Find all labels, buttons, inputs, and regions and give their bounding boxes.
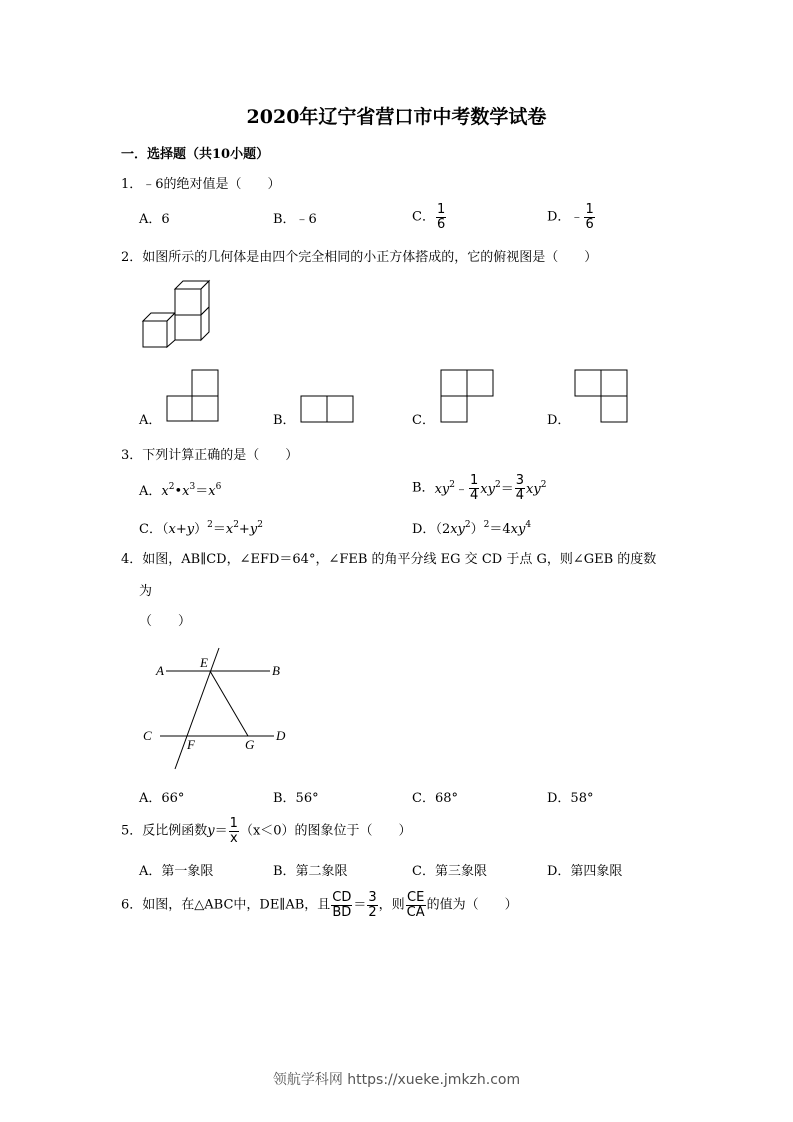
q3-option-a-expr: $x^2•x^3=x^6$ [161,482,222,499]
q4-stem-line3: （ ） [139,614,192,629]
q1-option-d-fraction [584,203,594,231]
q5-equals: ＝ [214,823,228,839]
label-e: E [200,655,208,670]
q6-f3-num: CE [407,890,425,905]
q1-d-numerator: 1 [585,202,594,217]
q3-option-c-label: C． [139,522,162,537]
q3-b-frac1-num: 1 [470,473,479,488]
q3-stem: 3．下列计算正确的是（ ） [121,448,299,463]
q1-c-numerator: 1 [436,202,446,217]
q2-option-d: D． [547,413,571,428]
q5-option-b: B．第二象限 [273,864,348,879]
q6-fraction-cd-bd [331,891,352,919]
q2-option-b-figure [300,395,356,424]
q6-stem [121,891,518,919]
q1-option-d-label: D．﹣ [547,209,584,225]
q3-option-d [412,521,531,536]
q1-option-c [412,203,447,231]
q6-mid: ，则 [378,897,405,913]
q5-option-a: A．第一象限 [139,864,214,879]
q4-stem-line1: 4．如图，AB∥CD，∠EFD＝64°，∠FEB 的角平分线 EG 交 CD 于点 G，则∠GEB 的度数 [121,552,657,567]
q6-equals: ＝ [353,897,367,913]
q2-option-c-figure [440,369,496,425]
q5-fraction [229,817,239,845]
q3-option-b-label: B． [412,480,435,496]
q1-option-b: B．﹣6 [273,212,317,227]
q6-f1-num: CD [332,890,352,905]
q2-option-d-figure [574,369,630,425]
q2-cube-figure [140,280,215,350]
label-g: G [245,737,255,752]
q2-option-a-figure [166,369,220,423]
q3-option-c [139,521,263,536]
q6-fraction-3-2 [367,891,377,919]
q4-option-b: B．56° [273,791,319,806]
q3-b-frac2-num: 3 [515,473,524,488]
q6-fraction-ce-ca [406,891,426,919]
q2-stem: 2．如图所示的几何体是由四个完全相同的小正方体搭成的，它的俯视图是（ ） [121,250,598,265]
q3-option-a [139,483,221,498]
q5-stem [121,817,412,845]
q1-option-c-label: C． [412,209,435,225]
line-ef [175,648,219,769]
section-heading: 一．选择题（共10小题） [121,147,270,162]
q1-option-d [547,203,596,231]
line-eg [210,671,248,736]
q5-stem-post: （x＜0）的图象位于（ ） [239,823,412,839]
q3-option-a-label: A． [139,484,162,499]
q5-numerator: 1 [229,816,238,831]
q5-stem-pre: 5．反比例函数 [121,823,208,839]
q3-option-b [412,474,546,502]
q1-option-c-fraction [436,203,446,231]
q4-option-a: A．66° [139,791,185,806]
q6-f3-den: CA [406,904,425,920]
label-f: F [187,737,195,752]
q5-denominator: x [229,830,238,846]
q3-option-c-expr: $(x+y)^2=x^2+y^2$ [161,520,263,537]
label-d: D [276,728,286,743]
q1-c-denominator: 6 [436,216,446,232]
q3-option-b-expr-3: $xy^2$ [526,479,547,497]
q3-option-d-label: D． [412,522,436,537]
q4-stem-line2: 为 [139,584,153,599]
footer-watermark: 领航学科网 https://xueke.jmkzh.com [272,1072,521,1088]
q3-option-b-expr-1: $xy^2﹣$ [434,479,468,497]
q5-option-c: C．第三象限 [412,864,487,879]
q3-b-fraction-2 [515,474,525,502]
q3-b-frac2-den: 4 [515,487,524,503]
q6-f1-den: BD [332,904,352,920]
label-b: B [272,663,280,678]
q5-var-y: y [207,823,215,839]
q2-option-c: C． [412,413,435,428]
q3-b-frac1-den: 4 [470,487,479,503]
q1-stem: 1．﹣6的绝对值是（ ） [121,177,281,192]
q4-option-c: C．68° [412,791,458,806]
q4-geometry-figure [140,645,300,775]
q6-f2-den: 2 [368,904,377,920]
q3-option-d-expr: $(2xy^2)^2=4xy^4$ [435,520,532,537]
label-a: A [156,663,164,678]
q2-option-a: A． [139,413,162,428]
q1-option-a: A．6 [139,212,170,227]
label-c: C [143,728,152,743]
q4-option-d: D．58° [547,791,594,806]
q3-b-fraction-1 [469,474,479,502]
q6-stem-pre: 6．如图，在△ABC中，DE∥AB，且 [121,897,331,913]
q1-d-denominator: 6 [585,216,594,232]
q6-f2-num: 3 [368,890,377,905]
q5-option-d: D．第四象限 [547,864,623,879]
q3-option-b-expr-2: $xy^2=$ [480,479,514,497]
page-title: 2020年辽宁省营口市中考数学试卷 [246,106,547,128]
q2-option-b: B． [273,413,296,428]
q6-stem-post: 的值为（ ） [426,897,518,913]
